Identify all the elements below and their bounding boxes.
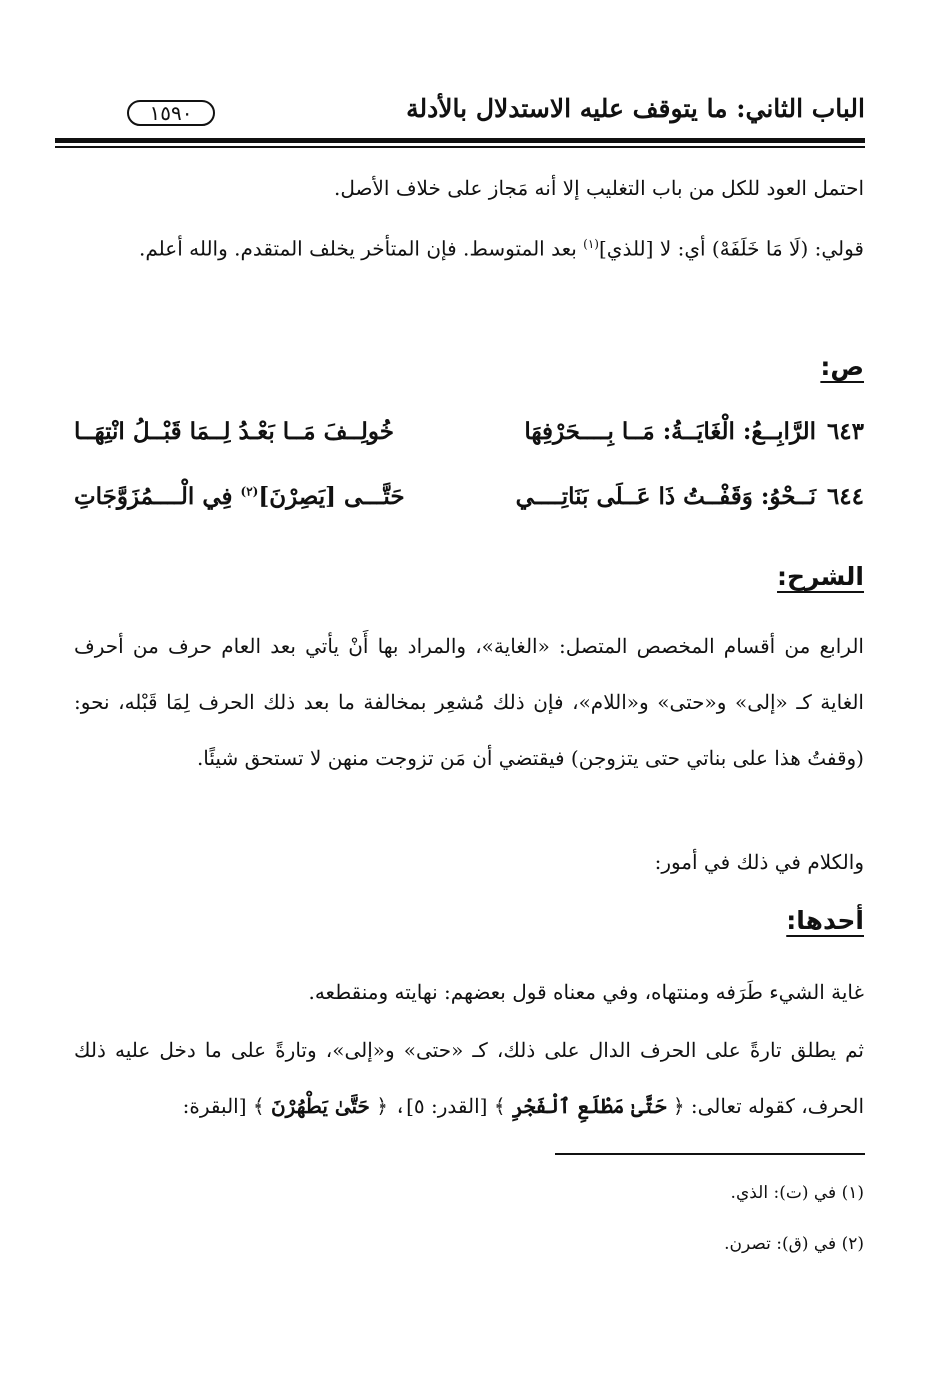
footnote-ref-1: (١): [583, 237, 599, 251]
verse-second-text-a: حَتَّـــى [يَصِرْنَ]: [258, 483, 405, 510]
footnote-1: (١) في (ت): الذي.: [730, 1183, 864, 1203]
body-paragraph-1: غاية الشيء طَرَفه ومنتهاه، وفي معناه قول بعضهم: نهايته ومنقطعه.: [308, 980, 864, 1004]
verse-second-hemistich: [74, 483, 405, 510]
paragraph-2: [74, 216, 864, 277]
section-heading-sad: ص:: [820, 352, 864, 381]
header-rule-thick: [55, 138, 865, 143]
section-heading-ahaduha: أحدها:: [786, 906, 864, 935]
running-header: [55, 88, 865, 136]
footnote-2: (٢) في (ق): تصرن.: [724, 1234, 864, 1254]
paragraph-2-text-b: بعد المتوسط. فإن المتأخر يخلف المتقدم. والله أعلم.: [138, 236, 584, 261]
verse-number: ٦٤٤: [826, 483, 864, 510]
quran-quote-2: حَتَّىٰ يَطْهُرْنَ: [270, 1094, 370, 1118]
verse-row-643: [74, 410, 864, 460]
body-paragraph-2-text-a: ثم يطلق تارةً على الحرف الدال على ذلك، كـ «حتى» و«إلى»، وتارةً على ما دخل عليه ذلك الحرف، كقوله تعالى: ﴿: [74, 1038, 864, 1118]
verse-first-hemistich: الرَّابِــعُ: الْغَايَــةُ: مَــا بِــــحَرْفِهَا: [524, 418, 816, 445]
body-paragraph-2-text-c: ﴾ [البقرة:: [182, 1094, 271, 1118]
paragraph-2-text-a: قولي: (لَا مَا خَلَفَهْ) أي: لا [للذي]: [598, 236, 864, 261]
verse-second-text-b: فِي الْــــمُزَوَّجَاتِ: [74, 483, 241, 510]
verse-row-644: [74, 475, 864, 525]
header-rule-thin: [55, 146, 865, 148]
page-number: ١٥٩٠: [127, 100, 215, 126]
verse-first-hemistich: نَــحْوُ: وَقَفْــتُ ذَا عَــلَى بَنَاتِــــي: [515, 483, 816, 510]
footnote-separator: [555, 1153, 865, 1155]
sharh-paragraph-1: الرابع من أقسام المخصص المتصل: «الغاية»، والمراد بها أَنْ يأتي بعد العام حرف من أحرف الغاية كـ «إلى» و«حتى» و«اللام»، فإن ذلك مُشعِر بمخالفة ما بعد ذلك الحرف لِمَا قَبْله، نحو: (وقفتُ هذا على بناتي حتى يتزوجن) فيقتضي أن مَن تزوجت منهن لا تستحق شيئًا.: [74, 634, 864, 770]
sharh-paragraph-2: والكلام في ذلك في أمور:: [654, 850, 864, 874]
section-heading-sharh: الشرح:: [777, 562, 864, 591]
paragraph-1: احتمل العود للكل من باب التغليب إلا أنه مَجاز على خلاف الأصل.: [334, 176, 864, 200]
verse-number: ٦٤٣: [826, 418, 864, 445]
chapter-title: الباب الثاني: ما يتوقف عليه الاستدلال بالأدلة: [406, 94, 865, 123]
body-paragraph-2: [74, 1022, 864, 1134]
footnote-ref-2: (٢): [240, 484, 259, 499]
quran-quote-1: حَتَّىٰ مَطْلَعِ ٱلْفَجْرِ: [511, 1094, 667, 1118]
verse-second-hemistich: خُولِــفَ مَــا بَعْـدُ لِــمَا قَبْــلُ انْتِهَــا: [74, 418, 394, 445]
body-paragraph-2-text-b: ﴾ [القدر: ٥]، ﴿: [369, 1094, 512, 1118]
